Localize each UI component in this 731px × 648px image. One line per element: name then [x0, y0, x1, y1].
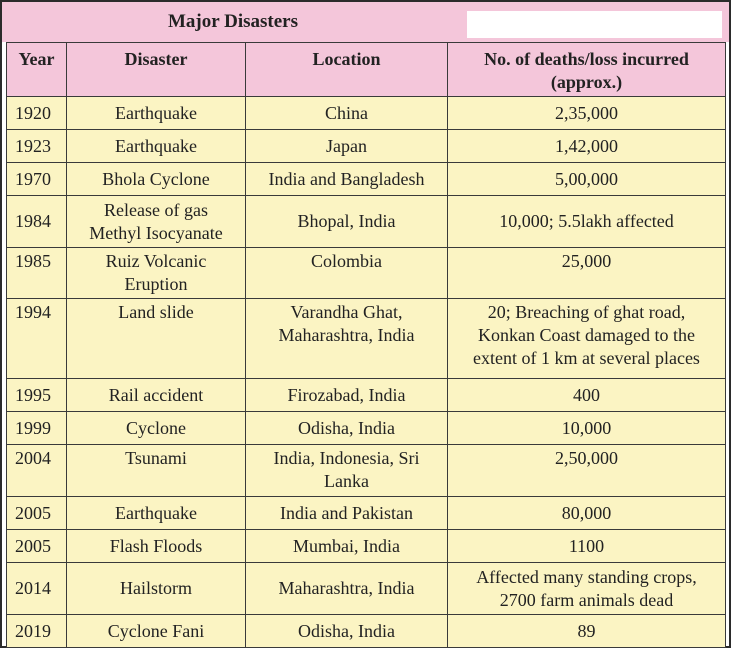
cell-disaster	[67, 445, 246, 497]
cell-deaths	[448, 196, 726, 248]
cell-deaths-line: Affected many standing crops,	[476, 566, 697, 587]
cell-disaster-line: Flash Floods	[109, 535, 203, 556]
title-blank-box	[467, 11, 722, 38]
cell-location	[246, 615, 448, 648]
cell-deaths	[448, 163, 726, 196]
table-row	[7, 379, 726, 412]
cell-location-line: China	[325, 102, 368, 123]
cell-disaster-line: Bhola Cyclone	[102, 168, 210, 189]
cell-deaths-line: Konkan Coast damaged to the	[478, 325, 695, 345]
cell-deaths	[448, 530, 726, 563]
cell-disaster	[67, 412, 246, 445]
cell-deaths	[448, 563, 726, 615]
cell-year: 2004	[7, 445, 67, 497]
cell-location-line: Odisha, India	[298, 417, 395, 438]
cell-location-line: Bhopal, India	[297, 211, 396, 231]
disasters-table	[6, 42, 726, 648]
table-row	[7, 497, 726, 530]
header-deaths	[448, 43, 726, 97]
header-disaster: Disaster	[67, 43, 246, 97]
cell-disaster-line: Cyclone	[126, 417, 186, 438]
cell-deaths-line: 1100	[568, 535, 605, 556]
cell-deaths-line: 80,000	[561, 502, 612, 523]
cell-year: 1970	[7, 163, 67, 196]
cell-location-line: India and Pakistan	[280, 502, 413, 523]
cell-deaths-line: 2700 farm animals dead	[499, 589, 674, 610]
table-row	[7, 196, 726, 248]
cell-disaster-line: Earthquake	[115, 102, 197, 123]
cell-location	[246, 97, 448, 130]
cell-year: 1995	[7, 379, 67, 412]
cell-deaths-line: extent of 1 km at several places	[473, 348, 700, 368]
cell-deaths-line: 89	[577, 620, 596, 641]
cell-location-line: Odisha, India	[298, 620, 395, 641]
cell-deaths	[448, 299, 726, 379]
cell-disaster	[67, 163, 246, 196]
table-row	[7, 299, 726, 379]
cell-disaster	[67, 299, 246, 379]
cell-location-line: India, Indonesia, Sri	[273, 448, 420, 468]
cell-disaster-line: Earthquake	[115, 135, 197, 156]
cell-year: 1999	[7, 412, 67, 445]
cell-location	[246, 248, 448, 299]
cell-disaster-line: Land slide	[118, 302, 194, 322]
cell-disaster-line: Eruption	[124, 274, 188, 294]
cell-location	[246, 497, 448, 530]
table-row	[7, 615, 726, 648]
cell-disaster	[67, 97, 246, 130]
cell-disaster	[67, 530, 246, 563]
cell-disaster	[67, 196, 246, 248]
header-deaths-line2: (approx.)	[550, 72, 623, 92]
cell-location	[246, 196, 448, 248]
cell-deaths-line: 1,42,000	[555, 135, 618, 156]
cell-disaster-line: Earthquake	[115, 502, 197, 523]
cell-deaths	[448, 130, 726, 163]
cell-deaths-line: 5,00,000	[555, 168, 618, 189]
cell-deaths-line: 10,000; 5.5lakh affected	[499, 211, 674, 231]
cell-deaths	[448, 412, 726, 445]
cell-location	[246, 530, 448, 563]
cell-location-line: India and Bangladesh	[268, 168, 425, 189]
table-title: Major Disasters	[168, 11, 298, 32]
cell-disaster	[67, 248, 246, 299]
cell-year: 1923	[7, 130, 67, 163]
cell-deaths	[448, 445, 726, 497]
cell-disaster-line: Methyl Isocyanate	[89, 222, 223, 243]
cell-year: 2014	[7, 563, 67, 615]
cell-location-line: Colombia	[311, 251, 382, 271]
cell-year: 2005	[7, 497, 67, 530]
cell-disaster-line: Tsunami	[125, 448, 187, 468]
cell-disaster	[67, 379, 246, 412]
cell-disaster	[67, 563, 246, 615]
header-deaths-line1: No. of deaths/loss incurred	[484, 49, 689, 69]
cell-disaster	[67, 497, 246, 530]
cell-location-line: Maharashtra, India	[278, 325, 415, 345]
cell-deaths-line: 2,50,000	[555, 448, 618, 468]
cell-deaths-line: 20; Breaching of ghat road,	[487, 302, 686, 322]
table-row	[7, 97, 726, 130]
cell-disaster-line: Ruiz Volcanic	[105, 251, 207, 271]
cell-year: 2005	[7, 530, 67, 563]
table-row	[7, 445, 726, 497]
cell-location	[246, 163, 448, 196]
cell-location	[246, 412, 448, 445]
cell-location	[246, 563, 448, 615]
cell-location-line: Japan	[326, 135, 367, 156]
table-row	[7, 412, 726, 445]
header-location: Location	[246, 43, 448, 97]
table-row	[7, 563, 726, 615]
cell-deaths-line: 10,000	[561, 417, 612, 438]
cell-deaths	[448, 379, 726, 412]
cell-year: 1985	[7, 248, 67, 299]
cell-deaths-line: 25,000	[561, 251, 612, 271]
cell-disaster-line: Cyclone Fani	[107, 620, 205, 641]
cell-year: 2019	[7, 615, 67, 648]
cell-location	[246, 299, 448, 379]
cell-disaster-line: Hailstorm	[120, 578, 192, 598]
cell-disaster	[67, 130, 246, 163]
cell-location-line: Firozabad, India	[287, 384, 406, 405]
cell-deaths	[448, 248, 726, 299]
cell-location	[246, 445, 448, 497]
cell-disaster	[67, 615, 246, 648]
cell-disaster-line: Rail accident	[108, 384, 204, 405]
cell-deaths	[448, 497, 726, 530]
table-row	[7, 248, 726, 299]
cell-deaths	[448, 97, 726, 130]
cell-location-line: Lanka	[324, 471, 369, 491]
header-row	[7, 43, 726, 97]
cell-year: 1984	[7, 196, 67, 248]
cell-year: 1994	[7, 299, 67, 379]
cell-year: 1920	[7, 97, 67, 130]
title-bar	[2, 2, 729, 42]
cell-deaths	[448, 615, 726, 648]
table-row	[7, 163, 726, 196]
cell-location	[246, 130, 448, 163]
table-row	[7, 530, 726, 563]
cell-location-line: Varandha Ghat,	[290, 302, 403, 322]
table-row	[7, 130, 726, 163]
cell-location-line: Maharashtra, India	[278, 578, 415, 598]
header-year: Year	[7, 43, 67, 97]
cell-location-line: Mumbai, India	[293, 535, 400, 556]
cell-deaths-line: 2,35,000	[555, 102, 618, 123]
cell-disaster-line: Release of gas	[104, 199, 208, 220]
cell-deaths-line: 400	[573, 384, 600, 405]
table-body	[7, 97, 726, 648]
cell-location	[246, 379, 448, 412]
